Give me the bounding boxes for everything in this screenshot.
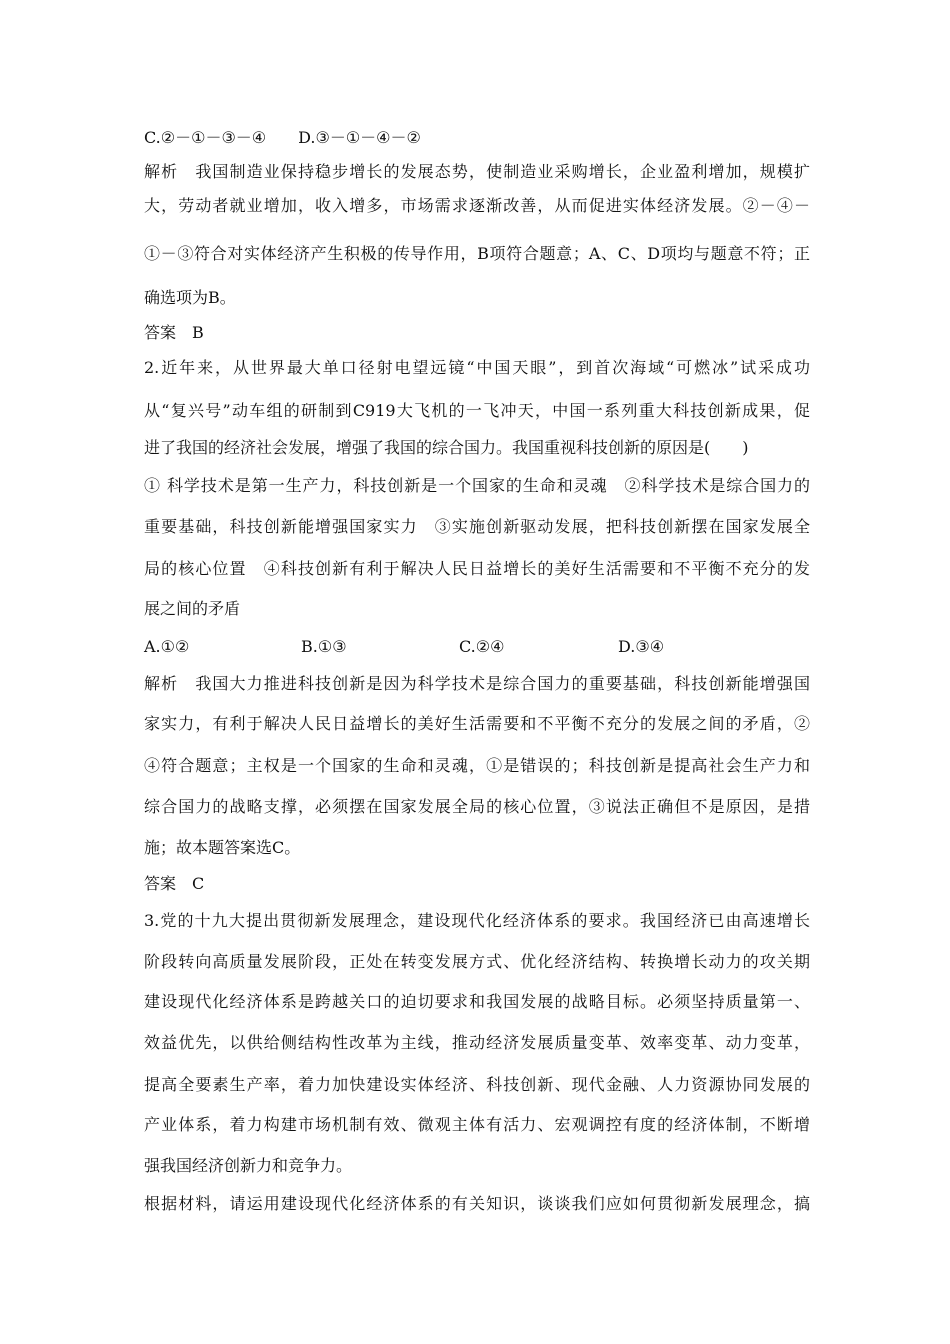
- q1-analysis-line: 解析 我国制造业保持稳步增长的发展态势，使制造业采购增长，企业盈利增加，规模扩: [144, 162, 810, 181]
- q3-material-line: 强我国经济创新力和竞争力。: [144, 1156, 353, 1175]
- q2-option-c: C.②④: [459, 637, 505, 656]
- q3-material-line: 建设现代化经济体系是跨越关口的迫切要求和我国发展的战略目标。必须坚持质量第一、: [144, 992, 810, 1011]
- q2-options: [144, 636, 810, 658]
- q2-option-a: A.①②: [144, 637, 190, 656]
- q1-analysis-line: ①－③符合对实体经济产生积极的传导作用，B项符合题意；A、C、D项均与题意不符；正: [144, 244, 810, 263]
- q1-analysis-line: 确选项为B。: [144, 288, 236, 307]
- q2-stem-line: 2.近年来，从世界最大单口径射电望远镜“中国天眼”，到首次海域“可燃冰”试采成功: [144, 358, 810, 377]
- q2-stem-line: 进了我国的经济社会发展，增强了我国的综合国力。我国重视科技创新的原因是( ): [144, 438, 749, 457]
- q3-question-line: 根据材料，请运用建设现代化经济体系的有关知识，谈谈我们应如何贯彻新发展理念，搞: [144, 1194, 810, 1213]
- q2-analysis-line: 解析 我国大力推进科技创新是因为科学技术是综合国力的重要基础，科技创新能增强国: [144, 674, 810, 693]
- q2-statement-line: ① 科学技术是第一生产力，科技创新是一个国家的生命和灵魂 ②科学技术是综合国力的: [144, 476, 810, 495]
- q3-material-line: 效益优先，以供给侧结构性改革为主线，推动经济发展质量变革、效率变革、动力变革，: [144, 1033, 810, 1052]
- q3-material-line: 阶段转向高质量发展阶段，正处在转变发展方式、优化经济结构、转换增长动力的攻关期: [144, 952, 810, 971]
- q3-material-line: 3.党的十九大提出贯彻新发展理念，建设现代化经济体系的要求。我国经济已由高速增长: [144, 911, 810, 930]
- q3-material-line: 提高全要素生产率，着力加快建设实体经济、科技创新、现代金融、人力资源协同发展的: [144, 1075, 810, 1094]
- q2-stem-line: 从“复兴号”动车组的研制到C919大飞机的一飞冲天，中国一系列重大科技创新成果，促: [144, 401, 810, 420]
- q1-options-cd: C.②－①－③－④ D.③－①－④－②: [144, 128, 421, 147]
- q2-statement-line: 重要基础，科技创新能增强国家实力 ③实施创新驱动发展，把科技创新摆在国家发展全: [144, 517, 810, 536]
- q1-answer: 答案 B: [144, 323, 204, 342]
- q2-option-b: B.①③: [301, 637, 347, 656]
- q2-analysis-line: 综合国力的战略支撑，必须摆在国家发展全局的核心位置，③说法正确但不是原因，是措: [144, 797, 810, 816]
- q2-statement-line: 局的核心位置 ④科技创新有利于解决人民日益增长的美好生活需要和不平衡不充分的发: [144, 559, 810, 578]
- q1-analysis-line: 大，劳动者就业增加，收入增多，市场需求逐渐改善，从而促进实体经济发展。②－④－: [144, 196, 810, 215]
- q2-option-d: D.③④: [618, 637, 665, 656]
- q2-answer: 答案 C: [144, 874, 205, 893]
- q2-analysis-line: 家实力，有利于解决人民日益增长的美好生活需要和不平衡不充分的发展之间的矛盾，②: [144, 714, 810, 733]
- q2-analysis-line: 施；故本题答案选C。: [144, 838, 301, 857]
- q3-material-line: 产业体系，着力构建市场机制有效、微观主体有活力、宏观调控有度的经济体制，不断增: [144, 1115, 810, 1134]
- q2-analysis-line: ④符合题意；主权是一个国家的生命和灵魂，①是错误的；科技创新是提高社会生产力和: [144, 756, 810, 775]
- q2-statement-line: 展之间的矛盾: [144, 599, 241, 618]
